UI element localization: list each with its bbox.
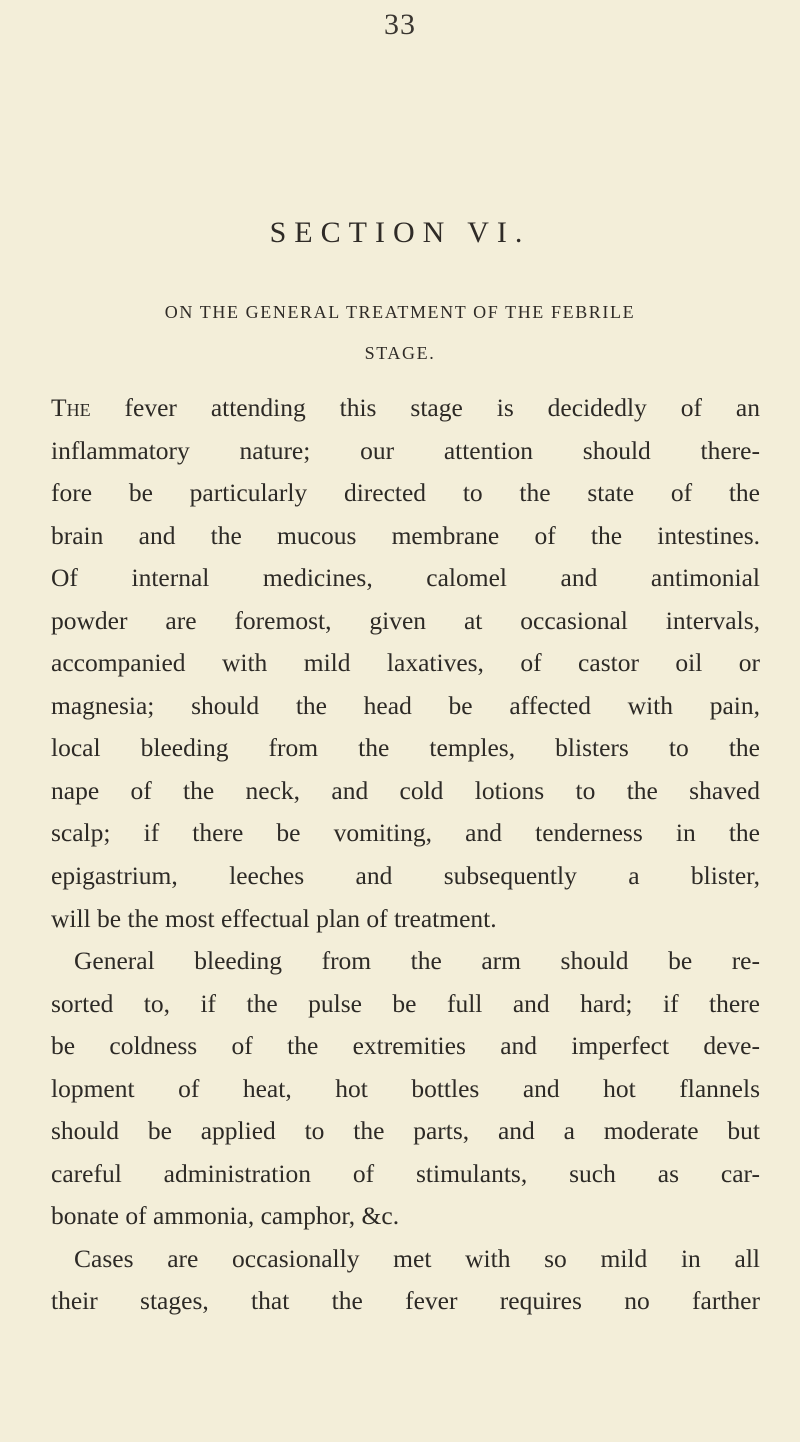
text-line-13: will be the most effectual plan of treatment. <box>51 903 497 933</box>
text-line-16: be coldness of the extremities and imperfect deve- <box>51 1031 760 1061</box>
text-line-14: General bleeding from the arm should be re- <box>74 946 760 976</box>
text-line-12: epigastrium, leeches and subsequently a blister, <box>51 861 760 891</box>
text-line-6: powder are foremost, given at occasional intervals, <box>51 605 760 635</box>
section-subtitle <box>40 292 760 374</box>
text-line-7: accompanied with mild laxatives, of castor oil or <box>51 648 760 678</box>
text-line-22: their stages, that the fever requires no farther <box>51 1286 760 1316</box>
text-line-11: scalp; if there be vomiting, and tenderness in the <box>51 818 760 848</box>
text-line-1-rest: fever attending this stage is decidedly of an <box>90 393 760 422</box>
body-text <box>51 387 760 1323</box>
text-line-5: Of internal medicines, calomel and antimonial <box>51 563 760 593</box>
text-line-4: brain and the mucous membrane of the intestines. <box>51 520 760 550</box>
text-line-3: fore be particularly directed to the state of the <box>51 478 760 508</box>
text-line-19: careful administration of stimulants, such as car- <box>51 1158 760 1188</box>
text-line-20: bonate of ammonia, camphor, &c. <box>51 1201 400 1231</box>
opening-word: The <box>51 393 91 422</box>
text-line-17: lopment of heat, hot bottles and hot flannels <box>51 1073 760 1103</box>
text-line-15: sorted to, if the pulse be full and hard; if there <box>51 988 760 1018</box>
section-heading: SECTION VI. <box>269 216 531 249</box>
text-line-8: magnesia; should the head be affected with pain, <box>51 690 760 720</box>
text-line-1 <box>51 387 760 430</box>
subtitle-line-1: ON THE GENERAL TREATMENT OF THE FEBRILE <box>164 302 636 322</box>
text-line-21: Cases are occasionally met with so mild in all <box>74 1243 760 1273</box>
subtitle-line-2: STAGE. <box>364 343 436 363</box>
text-line-10: nape of the neck, and cold lotions to the shaved <box>51 775 760 805</box>
text-line-9: local bleeding from the temples, blisters to the <box>51 733 760 763</box>
text-line-2: inflammatory nature; our attention should there- <box>51 435 760 465</box>
text-line-18: should be applied to the parts, and a moderate but <box>51 1116 760 1146</box>
page-number: 33 <box>384 8 416 41</box>
